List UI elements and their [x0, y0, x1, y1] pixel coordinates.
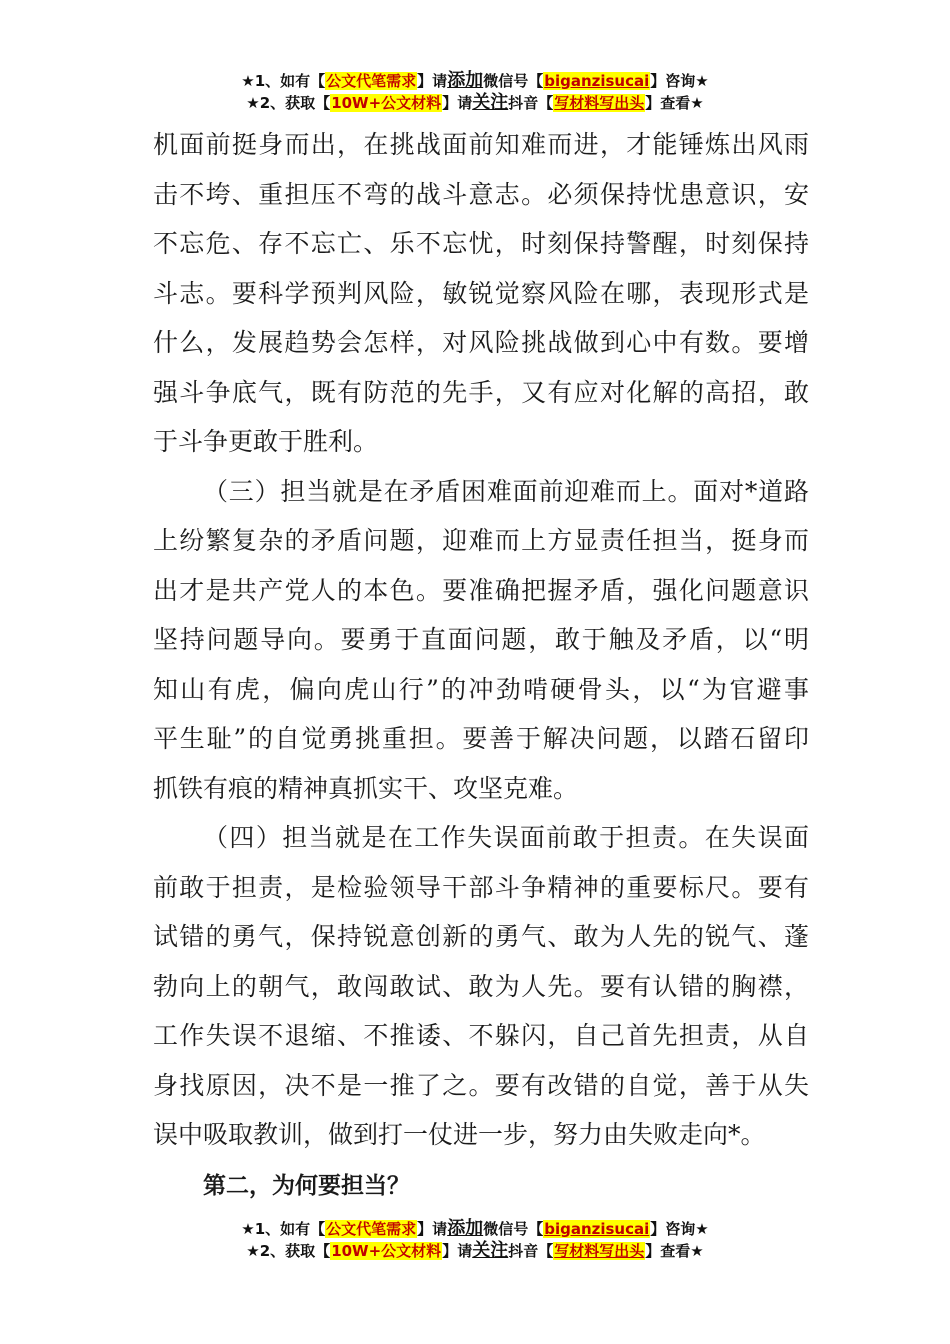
- banner-emphasis: 添加: [447, 70, 484, 91]
- banner-emphasis: 添加: [447, 1218, 484, 1239]
- body-line: 平生耻”的自觉勇挑重担。要善于解决问题，以踏石留印: [153, 724, 809, 753]
- section-4-first-line: （四）担当就是在工作失误面前敢于担责。在失误面: [203, 823, 809, 852]
- body-line: 前敢于担责，是检验领导干部斗争精神的重要标尺。要有: [153, 872, 809, 902]
- footer-banner: [0, 1218, 950, 1262]
- body-line: 机面前挺身而出，在挑战面前知难而进，才能锤炼出风雨: [153, 130, 809, 159]
- banner-line-2: [0, 1240, 950, 1262]
- body-line: 坚持问题导向。要勇于直面问题，敢于触及矛盾，以“明: [153, 625, 809, 654]
- section-3-first-line: （三）担当就是在矛盾困难面前迎难而上。面对*道路: [203, 476, 809, 506]
- banner-line-1: [0, 1218, 950, 1240]
- banner-line-2: [0, 92, 950, 114]
- body-line: 出才是共产党人的本色。要准确把握矛盾，强化问题意识: [153, 575, 809, 605]
- banner-text: 】查看★: [645, 1242, 704, 1260]
- body-line: 知山有虎，偏向虎山行”的冲劲啃硬骨头，以“为官避事: [153, 674, 809, 704]
- header-banner: [0, 70, 950, 114]
- banner-text: 】查看★: [645, 94, 704, 112]
- banner-text: 微信号【: [483, 1220, 544, 1238]
- body-line: 于斗争更敢于胜利。: [153, 427, 379, 456]
- body-line: 工作失误不退缩、不推诿、不躲闪，自己首先担责，从自: [153, 1021, 809, 1050]
- banner-text: ★1、如有【: [241, 1220, 326, 1238]
- highlight-writing-service: 公文代笔需求: [326, 1220, 417, 1238]
- highlight-wechat-id: biganzisucai: [544, 72, 650, 90]
- body-line: 斗志。要科学预判风险，敏锐觉察风险在哪，表现形式是: [153, 278, 809, 308]
- banner-text: 微信号【: [483, 72, 544, 90]
- banner-text: 】请: [417, 72, 448, 90]
- body-line: 强斗争底气，既有防范的先手，又有应对化解的高招，敢: [153, 377, 809, 407]
- body-line: 不忘危、存不忘亡、乐不忘忧，时刻保持警醒，时刻保持: [153, 229, 809, 258]
- banner-emphasis: 关注: [472, 92, 509, 113]
- banner-emphasis: 关注: [472, 1240, 509, 1261]
- highlight-materials: 10W+公文材料: [331, 1242, 442, 1260]
- banner-text: 抖音【: [508, 1242, 554, 1260]
- body-line: 误中吸取教训，做到打一仗进一步，努力由失败走向*。: [153, 1120, 766, 1149]
- banner-text: 】请: [417, 1220, 448, 1238]
- highlight-wechat-id: biganzisucai: [544, 1220, 650, 1238]
- body-line: 试错的勇气，保持锐意创新的勇气、敢为人先的锐气、蓬: [153, 922, 809, 951]
- banner-line-1: [0, 70, 950, 92]
- body-line: 抓铁有痕的精神真抓实干、攻坚克难。: [153, 773, 579, 803]
- body-line: 勃向上的朝气，敢闯敢试、敢为人先。要有认错的胸襟，: [153, 971, 809, 1001]
- banner-text: ★2、获取【: [246, 1242, 331, 1260]
- body-line: 击不垮、重担压不弯的战斗意志。必须保持忧患意识，安: [153, 179, 809, 209]
- banner-text: ★2、获取【: [246, 94, 331, 112]
- highlight-materials: 10W+公文材料: [331, 94, 442, 112]
- body-line: 身找原因，决不是一推了之。要有改错的自觉，善于从失: [153, 1070, 809, 1100]
- body-line: 什么，发展趋势会怎样，对风险挑战做到心中有数。要增: [153, 328, 809, 357]
- highlight-writing-service: 公文代笔需求: [326, 72, 417, 90]
- body-text: [153, 120, 809, 1160]
- banner-text: ★1、如有【: [241, 72, 326, 90]
- banner-text: 】咨询★: [650, 1220, 709, 1238]
- banner-text: 抖音【: [508, 94, 554, 112]
- body-line: 上纷繁复杂的矛盾问题，迎难而上方显责任担当，挺身而: [153, 526, 809, 555]
- highlight-douyin-account: 写材料写出头: [554, 1242, 645, 1260]
- banner-text: 】请: [442, 94, 473, 112]
- section-heading: 第二，为何要担当？: [203, 1173, 410, 1199]
- highlight-douyin-account: 写材料写出头: [554, 94, 645, 112]
- banner-text: 】请: [442, 1242, 473, 1260]
- banner-text: 】咨询★: [650, 72, 709, 90]
